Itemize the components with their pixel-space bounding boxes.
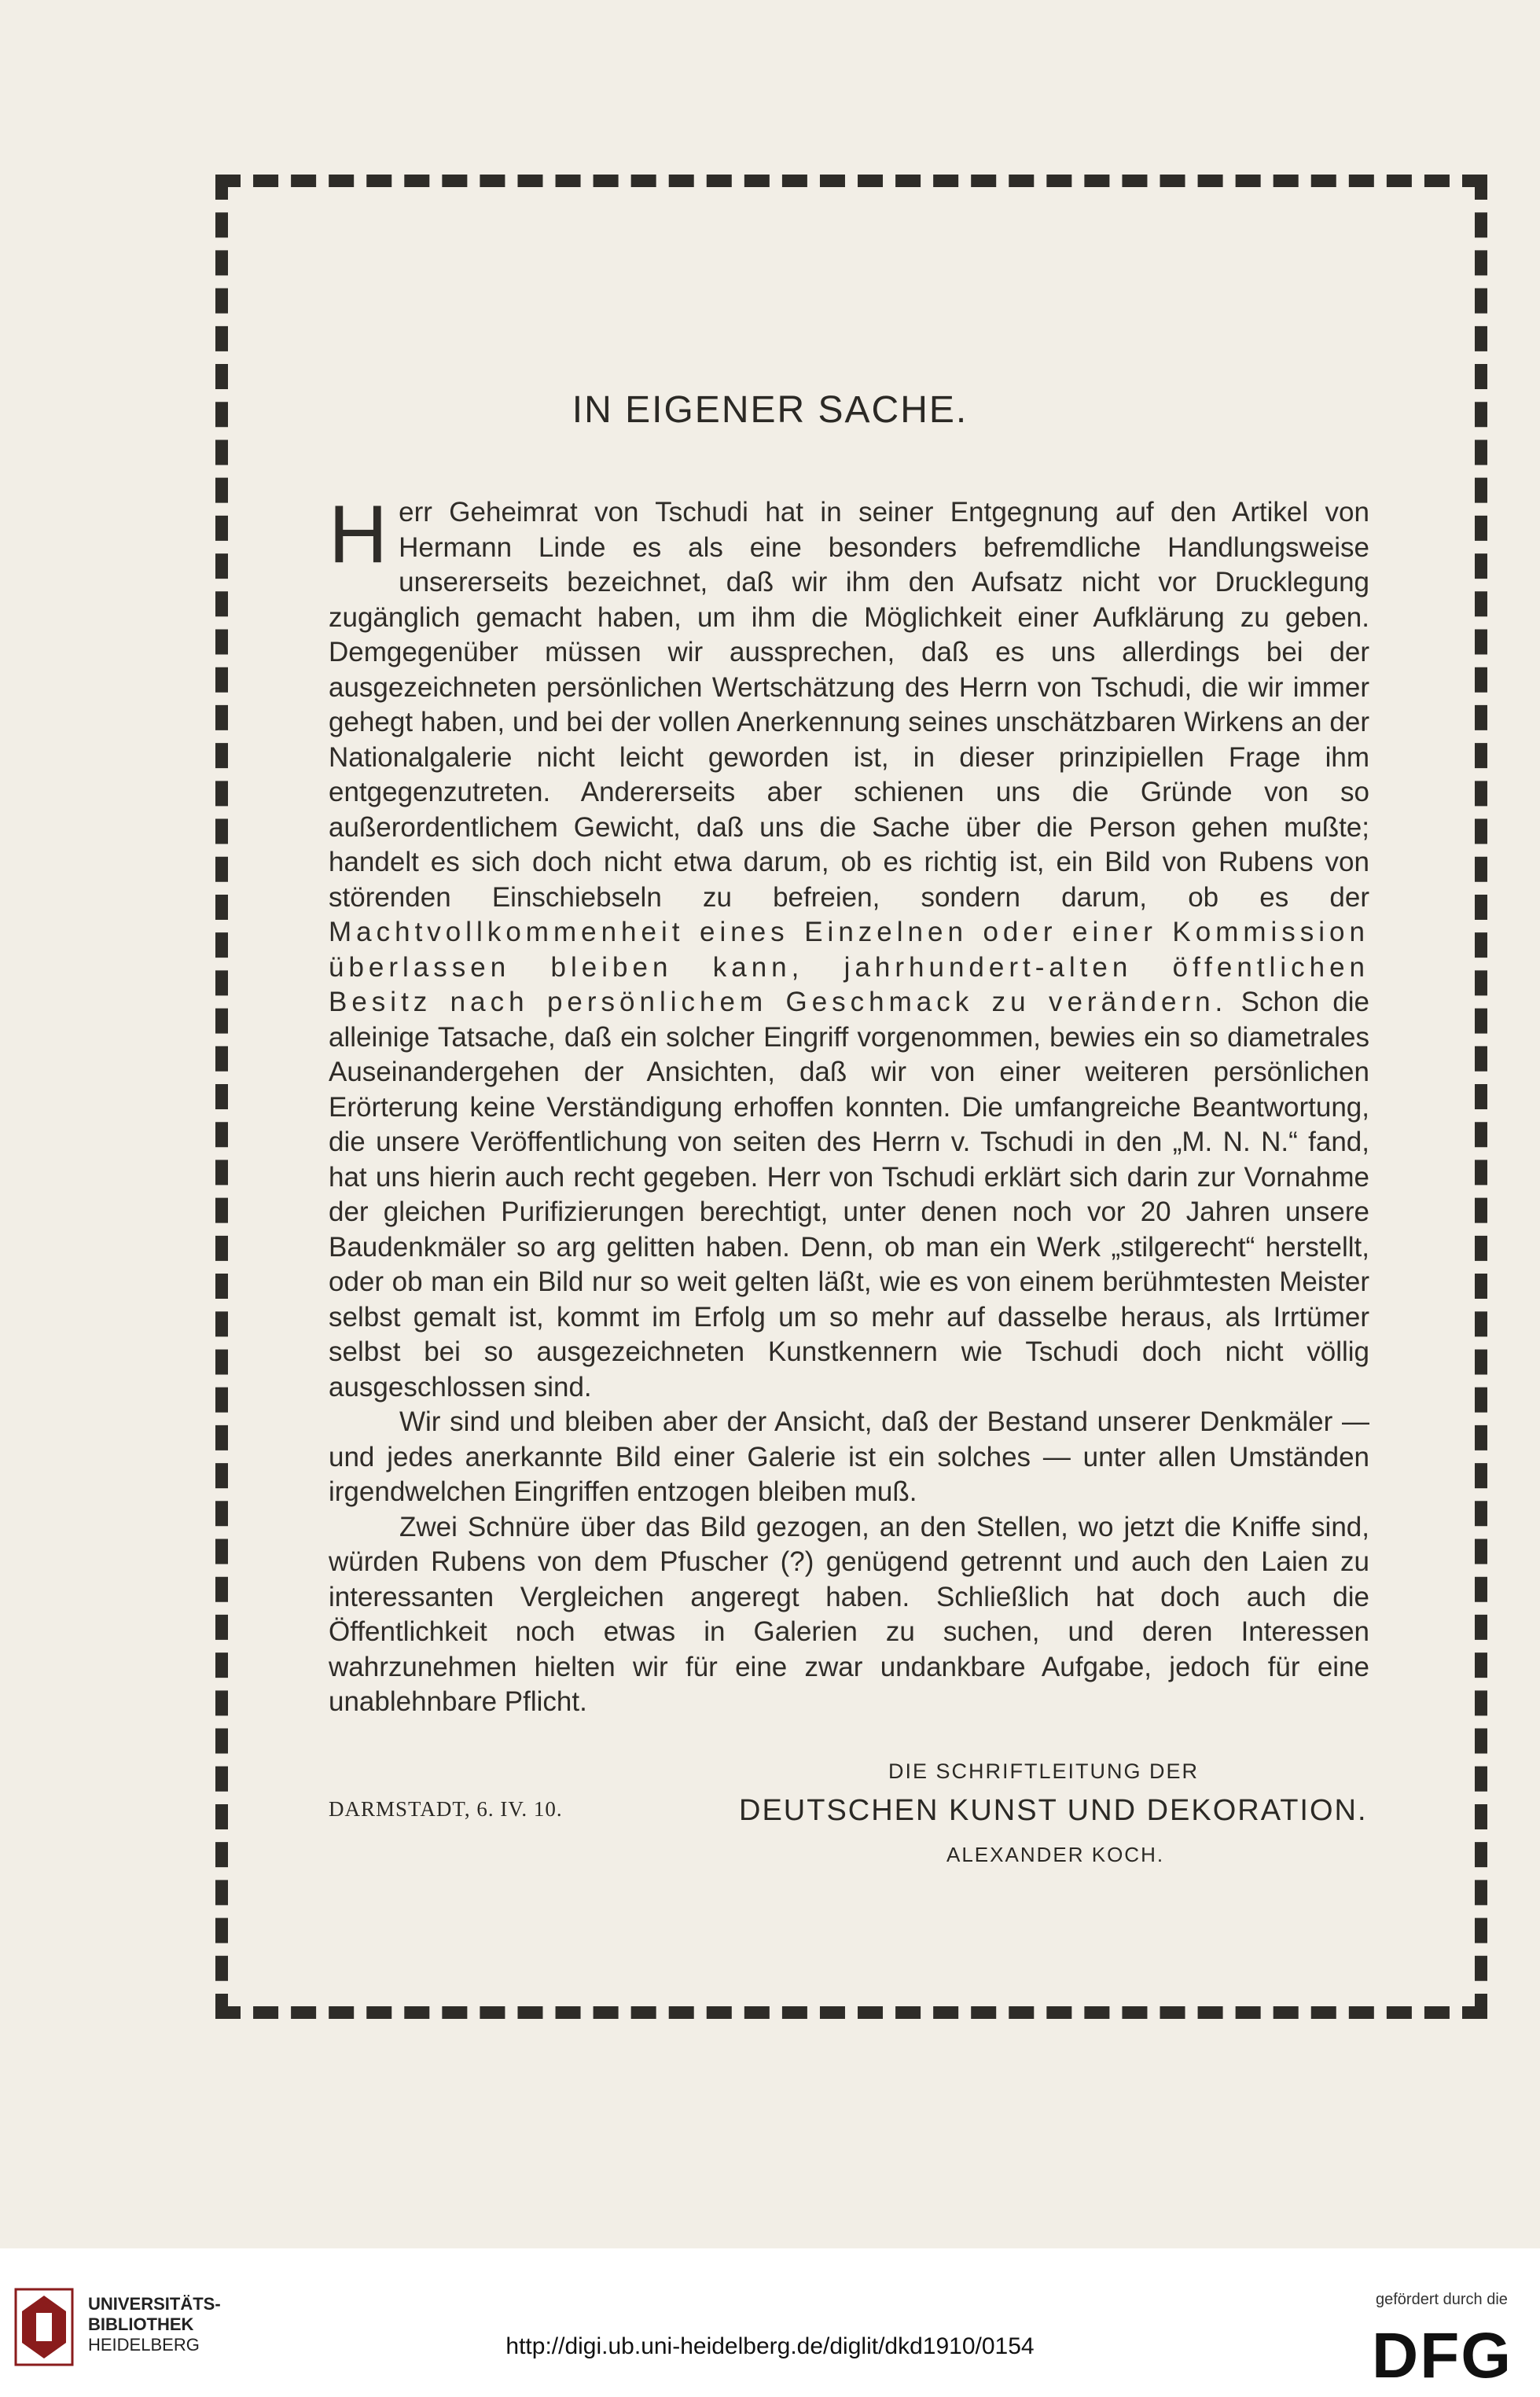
funded-by-text: gefördert durch die (1376, 2291, 1508, 2308)
signature-line-3: ALEXANDER KOCH. (946, 1843, 1165, 1866)
article-body (329, 489, 1369, 1720)
signature-line-2: DEUTSCHEN KUNST UND DEKORATION. (739, 1794, 1368, 1827)
dfg-logo: DFG (1372, 2320, 1513, 2391)
library-name-line-2: BIBLIOTHEK (88, 2314, 194, 2334)
signature-line-1: DIE SCHRIFTLEITUNG DER (888, 1759, 1200, 1783)
place-date: DARMSTADT, 6. IV. 10. (329, 1797, 563, 1821)
paragraph-2: Wir sind und bleiben aber der Ansicht, daß der Bestand unserer Denkmäler — und jedes anerkannte Bild einer Galerie ist ein solches — unter allen Umständen irgendwelchen Eingriffen entzogen bleiben muß. (329, 1406, 1369, 1507)
page-title: IN EIGENER SACHE. (572, 389, 968, 431)
permalink-url[interactable]: http://digi.ub.uni-heidelberg.de/diglit/dkd1910/0154 (505, 2333, 1035, 2359)
library-name-line-3: HEIDELBERG (88, 2335, 200, 2355)
library-name-line-1: UNIVERSITÄTS- (88, 2294, 221, 2314)
paragraph-3: Zwei Schnüre über das Bild gezogen, an den Stellen, wo jetzt die Kniffe sind, würden Rubens von dem Pfuscher (?) genügend getrennt und auch den Laien zu interessanten Vergleichen angeregt haben. Schließlich hat doch auch die Öffentlichkeit noch etwas in Galerien zu suchen, und deren Interessen wahrzunehmen hielten wir für eine zwar undankbare Aufgabe, jedoch für eine unablehnbare Pflicht. (329, 1511, 1369, 1717)
paragraph-1 (329, 489, 1369, 1405)
drop-cap: H (329, 489, 388, 580)
footer-bar (0, 2248, 1540, 2397)
paragraph-1-part-a: err Geheimrat von Tschudi hat in seiner Entgegnung auf den Artikel von Hermann Linde es als eine besonders befremdliche Handlungsweise unsererseits bezeichnet, daß wir ihm den Aufsatz nicht vor Drucklegung zugänglich gemacht haben, um ihm die Möglichkeit einer Aufklärung zu geben. Demgegenüber müssen wir aussprechen, daß es uns allerdings bei der ausgezeichneten persönlichen Wertschätzung des Herrn von Tschudi, die wir immer gehegt haben, und bei der vollen Anerkennung seines unschätzbaren Wirkens an der Nationalgalerie nicht leicht geworden ist, in dieser prinzipiellen Frage ihm entgegenzutreten. Andererseits aber schienen uns die Gründe von so außerordentlichem Gewicht, daß uns die Sache über die Person gehen mußte; handelt es sich doch nicht etwa darum, ob es richtig ist, ein Bild von Rubens von störenden Einschiebseln zu befreien, sondern darum, ob es der (329, 497, 1369, 913)
paragraph-1-emphasis: Machtvollkommenheit eines Einzelnen oder einer Kommission überlassen bleiben kann, jahrhundert-alten öffentlichen Besitz nach persönlichem Geschmack zu verändern. (329, 917, 1369, 1017)
paragraph-1-part-b: Schon die alleinige Tatsache, daß ein solcher Eingriff vorgenommen, bewies ein so diametrales Auseinandergehen der Ansichten, daß wir von einer weiteren persönlichen Erörterung keine Verständigung erhoffen konnten. Die umfangreiche Beantwortung, die unsere Veröffentlichung von seiten des Herrn v. Tschudi in den „M. N. N.“ fand, hat uns hierin auch recht gegeben. Herr von Tschudi erklärt sich darin zur Vornahme der gleichen Purifizierungen berechtigt, unter denen noch vor 20 Jahren unsere Baudenkmäler so arg gelitten haben. Denn, ob man ein Werk „stilgerecht“ herstellt, oder ob man ein Bild nur so weit gelten läßt, wie es von einem berühmtesten Meister selbst gemalt ist, kommt im Erfolg um so mehr auf dasselbe heraus, als Irrtümer selbst bei so ausgezeichneten Kunstkennern wie Tschudi doch nicht völlig ausgeschlossen sind. (329, 987, 1369, 1403)
